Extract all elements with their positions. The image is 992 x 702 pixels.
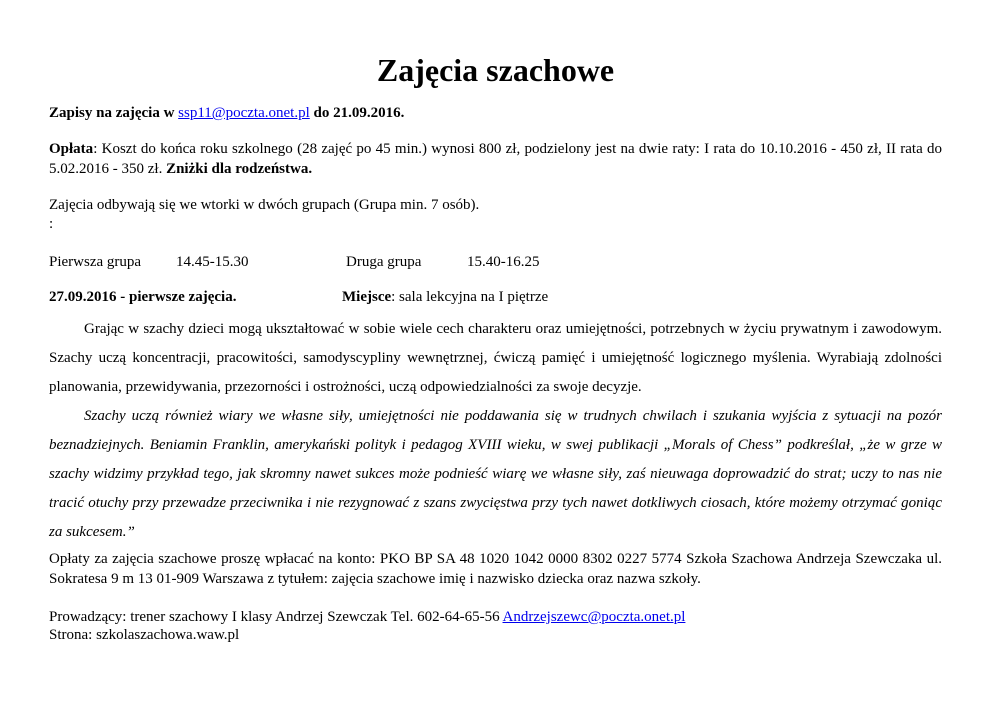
payment-paragraph: Opłaty za zajęcia szachowe proszę wpłacać na konto: PKO BP SA 48 1020 1042 0000 8302 0227 5774 Szkoła Szachowa Andrzeja Szewczaka ul. Sokratesa 9 m 13 01-909 Warszawa z tytułem: zajęcia szachowe imię i nazwisko dziecka oraz nazwa szkoły. <box>49 551 942 587</box>
signup-prefix: Zapisy na zajęcia w <box>49 105 179 121</box>
website-line: Strona: szkolaszachowa.waw.pl <box>49 627 240 643</box>
schedule-text: Zajęcia odbywają się we wtorki w dwóch grupach (Grupa min. 7 osób). <box>49 197 480 213</box>
group-second-time: 15.40-16.25 <box>467 254 540 270</box>
signup-email-link[interactable]: ssp11@poczta.onet.pl <box>178 105 310 121</box>
start-date: 27.09.2016 - pierwsze zajęcia. <box>49 289 237 305</box>
contact-line <box>49 607 685 627</box>
location-text: : sala lekcyjna na I piętrze <box>391 289 549 305</box>
location-label: Miejsce <box>342 289 392 305</box>
group-first-time: 14.45-15.30 <box>176 254 249 270</box>
schedule-colon: : <box>49 216 54 232</box>
group-first-label: Pierwsza grupa <box>49 254 142 270</box>
location-line <box>342 287 548 307</box>
quote-paragraph: Szachy uczą również wiary we własne siły, umiejętności nie poddawania się w trudnych chwilach i szukania wyjścia z sytuacji na pozór beznadziejnych. Beniamin Franklin, amerykański polityk i pedagog XVIII wieku, w swej publikacji „Morals of Chess” podkreślał, „że w grze w szachy widzimy przykład tego, jak skromny nawet sukces może podnieść wiarę we własne siły, zaś nieuwaga doprowadzić do strat; uczy to nas nie tracić otuchy przy przewadze przeciwnika i nie rezygnować z szans zwycięstwa przy tych nawet dotkliwych ciosach, które możemy otrzymać goniąc za sukcesem.” <box>49 408 942 540</box>
contact-email-link[interactable]: Andrzejszewc@poczta.onet.pl <box>502 609 686 625</box>
fee-discount: Zniżki dla rodzeństwa. <box>166 161 313 177</box>
group-second-label: Druga grupa <box>346 254 422 270</box>
fee-label: Opłata <box>49 141 94 157</box>
contact-text: Prowadzący: trener szachowy I klasy Andrzej Szewczak Tel. 602-64-65-56 <box>49 609 503 625</box>
signup-line <box>49 103 404 123</box>
fee-paragraph <box>49 139 942 179</box>
description-paragraph: Grając w szachy dzieci mogą ukształtować w sobie wiele cech charakteru oraz umiejętności, potrzebnych w życiu prywatnym i zawodowym. Szachy uczą koncentracji, pracowitości, samodyscypliny wewnętrznej, ćwiczą pamięć i umiejętność logicznego myślenia. Wyrabiają zdolności planowania, przewidywania, przezorności i ostrożności, uczą odpowiedzialności za swoje decyzje. <box>49 321 942 395</box>
fee-text: : Koszt do końca roku szkolnego (28 zajęć po 45 min.) wynosi 800 zł, podzielony jest na dwie raty: I rata do 10.10.2016 - 450 zł, II rata do 5.02.2016 - 350 zł. <box>49 141 942 177</box>
page-title: Zajęcia szachowe <box>376 52 615 88</box>
signup-deadline: do 21.09.2016. <box>309 105 405 121</box>
